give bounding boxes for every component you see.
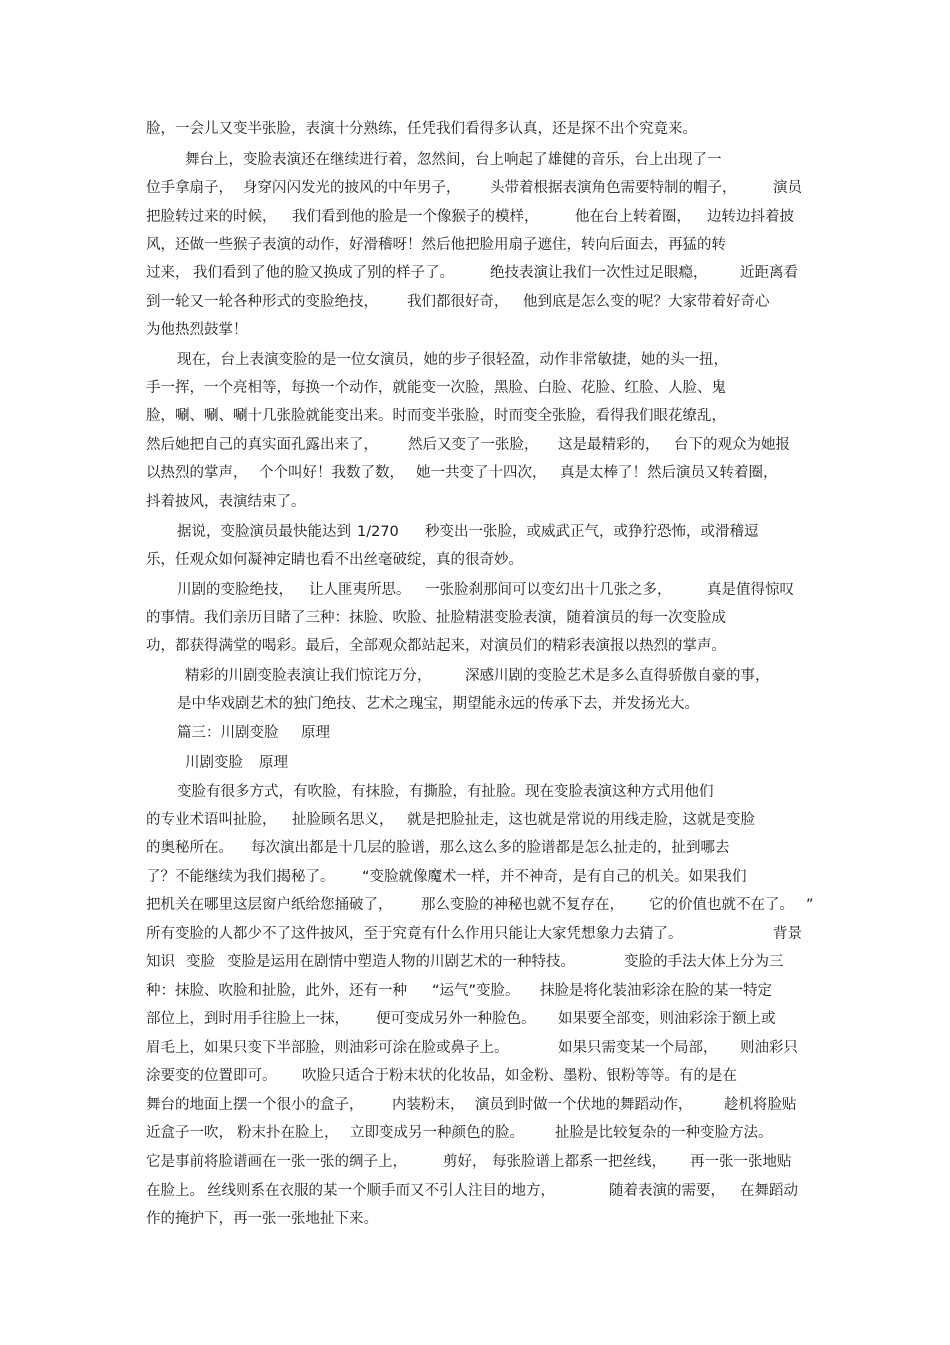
text-run: 了？不能继续为我们揭秘了。	[146, 869, 335, 885]
text-run: 粉末扑在脸上，	[237, 1125, 339, 1141]
text-run: 舞台的地面上摆一个很小的盒子，	[146, 1097, 364, 1113]
text-run: 边转边抖着披	[707, 209, 794, 225]
text-run: 趁机将脸贴	[724, 1097, 797, 1113]
text-run: 身穿闪闪发光的披风的中年男子，	[243, 180, 461, 196]
text-line	[0, 459, 950, 487]
text-run: 原理	[259, 755, 288, 771]
text-run: 抹脸是将化装油彩涂在脸的某一特定	[540, 983, 772, 999]
text-run: 再一张一张地贴	[690, 1154, 792, 1170]
text-line	[0, 632, 950, 660]
text-run: 如果要全部变，则油彩涂于额上或	[558, 1011, 776, 1027]
text-run: 变脸的手法大体上分为三	[624, 954, 784, 970]
text-run: 在舞蹈动	[740, 1183, 798, 1199]
text-line	[0, 749, 950, 777]
text-run: 把脸转过来的时候，	[146, 209, 277, 225]
text-run: 的奥秘所在。	[146, 840, 233, 856]
text-run: 风，还做一些猴子表演的动作，好滑稽呀！然后他把脸用扇子遮住，转向后面去，再猛的转	[146, 237, 726, 253]
text-line	[0, 1034, 950, 1062]
text-line	[0, 146, 950, 174]
text-run: 作的掩护下，再一张一张地扯下来。	[146, 1211, 378, 1227]
text-line	[0, 402, 950, 430]
text-run: ”	[806, 897, 814, 913]
text-line	[0, 662, 950, 690]
text-line	[0, 115, 950, 143]
text-run: 功，都获得满堂的喝彩。最后，全部观众都站起来，对演员们的精彩表演报以热烈的掌声。	[146, 638, 726, 654]
text-run: 背景	[773, 926, 802, 942]
text-run: 在脸上。	[146, 1183, 204, 1199]
text-run: 1/270	[357, 524, 399, 540]
text-line	[0, 546, 950, 574]
text-run: 他到底是怎么变的呢？大家带着好奇心	[523, 294, 770, 310]
text-line	[0, 948, 950, 976]
text-run: 原理	[301, 725, 330, 741]
text-run: 篇三：川剧变脸	[177, 725, 279, 741]
text-run: 每张脸谱上都系一把丝线，	[492, 1154, 666, 1170]
text-run: 秒变出一张脸，或威武正气，或狰狞恐怖，或滑稽逗	[425, 524, 759, 540]
text-run: 脸，一会儿又变半张脸，表演十分熟练，任凭我们看得多认真，还是探不出个究竟来。	[146, 121, 697, 137]
text-run: 我们都很好奇，	[407, 294, 509, 310]
text-line	[0, 1091, 950, 1119]
text-run: 位手拿扇子，	[146, 180, 233, 196]
text-line	[0, 231, 950, 259]
text-line	[0, 518, 950, 546]
text-run: 种：抹脸、吹脸和扯脸，此外，还有一种	[146, 983, 407, 999]
text-run: 丝线则系在衣服的某一个顺手而又不引人注目的地方，	[207, 1183, 555, 1199]
text-run: 演员到时做一个伏地的舞蹈动作，	[475, 1097, 693, 1113]
text-run: 台下的观众为她报	[674, 437, 790, 453]
text-run: 变脸	[186, 954, 215, 970]
text-run: 便可变成另外一种脸色。	[376, 1011, 536, 1027]
text-run: 现在，台上表演变脸的是一位女演员，她的步子很轻盈，动作非常敏捷，她的头一扭，	[177, 352, 728, 368]
text-run: 到一轮又一轮各种形式的变脸绝技，	[146, 294, 378, 310]
text-run: 扯脸是比较复杂的一种变脸方法。	[555, 1125, 773, 1141]
text-line	[0, 778, 950, 806]
text-run: 所有变脸的人都少不了这件披风，至于究竟有什么作用只能让大家凭想象力去猜了。	[146, 926, 683, 942]
text-run: 变脸是运用在剧情中塑造人物的川剧艺术的一种特技。	[227, 954, 575, 970]
text-run: 脸，唰、唰、唰十几张脸就能变出来。时而变半张脸，时而变全张脸，看得我们眼花缭乱，	[146, 408, 726, 424]
text-run: 过来，	[146, 265, 190, 281]
text-run: 川剧的变脸绝技，	[177, 582, 293, 598]
text-line	[0, 1177, 950, 1205]
text-run: 真是值得惊叹	[707, 582, 794, 598]
text-run: “运气”变脸。	[432, 983, 520, 999]
text-run: 那么变脸的神秘也就不复存在，	[421, 897, 624, 913]
text-run: 立即变成另一种颜色的脸。	[350, 1125, 524, 1141]
text-run: 真是太棒了！然后演员又转着圈，	[560, 465, 778, 481]
text-run: 扯脸顾名思义，	[292, 812, 394, 828]
text-line	[0, 1205, 950, 1233]
text-run: 我们看到他的脸是一个像猴子的模样，	[292, 209, 539, 225]
text-run: 以热烈的掌声，	[146, 465, 248, 481]
text-run: 的专业术语叫扯脸，	[146, 812, 277, 828]
text-line	[0, 806, 950, 834]
text-line	[0, 1005, 950, 1033]
text-run: 的事情。我们亲历目睹了三种：抹脸、吹脸、扯脸精湛变脸表演，随着演员的每一次变脸成	[146, 610, 726, 626]
text-line	[0, 834, 950, 862]
text-run: 涂要变的位置即可。	[146, 1068, 277, 1084]
text-line	[0, 604, 950, 632]
text-line	[0, 719, 950, 747]
text-run: 这是最精彩的，	[558, 437, 660, 453]
text-run: 内装粉末，	[392, 1097, 465, 1113]
text-line	[0, 1062, 950, 1090]
text-run: 吹脸只适合于粉末状的化妆品，如金粉、墨粉、银粉等等。有的是在	[302, 1068, 737, 1084]
text-run: 近盒子一吹，	[146, 1125, 233, 1141]
text-run: 川剧变脸	[185, 755, 243, 771]
text-run: 他在台上转着圈，	[575, 209, 691, 225]
text-run: 她一共变了十四次，	[416, 465, 547, 481]
text-line	[0, 288, 950, 316]
text-run: 剪好，	[443, 1154, 487, 1170]
text-run: 变脸有很多方式，有吹脸，有抹脸，有撕脸，有扯脸。现在变脸表演这种方式用他们	[177, 784, 714, 800]
text-run: 头带着根据表演角色需要特制的帽子，	[490, 180, 737, 196]
text-run: 绝技表演让我们一次性过足眼瘾，	[490, 265, 708, 281]
text-run: “变脸就像魔术一样，并不神奇，是有自己的机关。如果我们	[362, 869, 747, 885]
text-line	[0, 174, 950, 202]
text-run: 演员	[773, 180, 802, 196]
text-line	[0, 203, 950, 231]
text-run: 如果只需变某一个局部，	[558, 1040, 718, 1056]
text-run: 知识	[146, 954, 175, 970]
text-line	[0, 488, 950, 516]
text-line	[0, 374, 950, 402]
text-run: 抖着披风，表演结束了。	[146, 494, 306, 510]
text-run: 然后她把自己的真实面孔露出来了，	[146, 437, 378, 453]
text-line	[0, 977, 950, 1005]
text-line	[0, 259, 950, 287]
text-run: 它是事前将脸谱画在一张一张的绸子上，	[146, 1154, 407, 1170]
text-run: 手一挥，一个亮相等，每换一个动作，就能变一次脸，黑脸、白脸、花脸、红脸、人脸、鬼	[146, 380, 726, 396]
text-run: 把机关在哪里这层窗户纸给您捅破了，	[146, 897, 393, 913]
text-run: 精彩的川剧变脸表演让我们惊诧万分，	[185, 668, 432, 684]
text-run: 随着表演的需要，	[609, 1183, 725, 1199]
text-run: 为他热烈鼓掌！	[146, 322, 248, 338]
text-run: 舞台上，变脸表演还在继续进行着，忽然间，台上响起了雄健的音乐，台上出现了一	[185, 152, 722, 168]
text-run: 则油彩只	[740, 1040, 798, 1056]
text-run: 眉毛上，如果只变下半部脸，则油彩可涂在脸或鼻子上。	[146, 1040, 509, 1056]
text-run: 近距离看	[740, 265, 798, 281]
text-line	[0, 863, 950, 891]
text-line	[0, 1119, 950, 1147]
text-line	[0, 431, 950, 459]
text-run: 乐，任观众如何凝神定睛也看不出丝毫破绽，真的很奇妙。	[146, 552, 523, 568]
text-run: 然后又变了一张脸，	[408, 437, 539, 453]
text-line	[0, 346, 950, 374]
text-run: 我们看到了他的脸又换成了别的样子了。	[193, 265, 454, 281]
text-run: 是中华戏剧艺术的独门绝技、艺术之瑰宝，期望能永远的传承下去，并发扬光大。	[177, 696, 699, 712]
text-run: 一张脸刹那间可以变幻出十几张之多，	[425, 582, 672, 598]
text-line	[0, 891, 950, 919]
text-run: 部位上，到时用手往脸上一抹，	[146, 1011, 349, 1027]
text-line	[0, 576, 950, 604]
text-run: 深感川剧的变脸艺术是多么直得骄傲自豪的事，	[465, 668, 770, 684]
text-line	[0, 920, 950, 948]
text-run: 个个叫好！我数了数，	[259, 465, 404, 481]
text-run: 就是把脸扯走，这也就是常说的用线走脸，这就是变脸	[407, 812, 755, 828]
text-run: 据说，变脸演员最快能达到	[177, 524, 351, 540]
text-run: 每次演出都是十几层的脸谱，那么这么多的脸谱都是怎么扯走的，扯到哪去	[251, 840, 730, 856]
text-line	[0, 1148, 950, 1176]
text-run: 让人匪夷所思。	[309, 582, 411, 598]
text-line	[0, 690, 950, 718]
text-run: 它的价值也就不在了。	[649, 897, 794, 913]
text-line	[0, 316, 950, 344]
